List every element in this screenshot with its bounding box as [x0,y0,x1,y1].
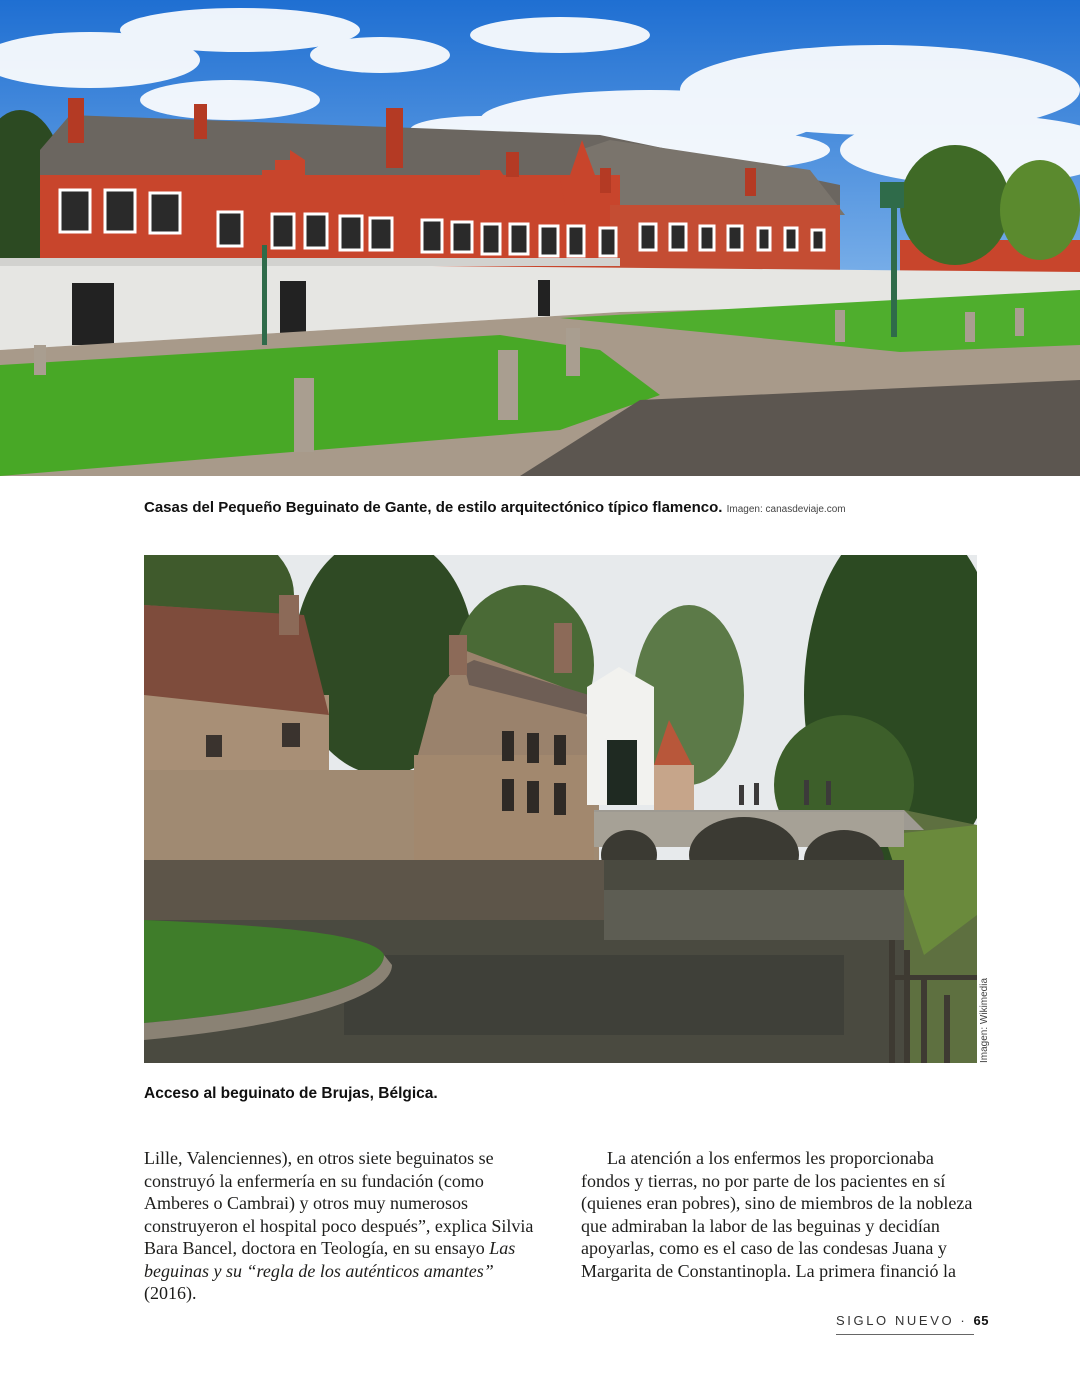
footer-separator: · [954,1313,974,1328]
book-title: Las beguinas y su “regla de los auténticos amantes” [144,1238,516,1281]
paragraph [144,1147,539,1305]
page-footer [836,1313,990,1335]
paragraph [581,1147,976,1282]
paragraph-text: La atención a los enfermos les proporcionaba fondos y tierras, no por parte de los pacientes en sí (quienes eran pobres), sino de miembros de la nobleza que admiraban la labor de las beguinas y decidían apoyarlas, como es el caso de las condesas Juana y Margarita de Constantinopla. La primera financió la [581,1148,973,1281]
bruges-beguinage-photo [144,555,977,1063]
paragraph-text: Lille, Valenciennes), en otros siete beguinatos se construyó la enfermería en su fundación (como Amberes o Cambrai) y otros muy numerosos construyeron el hospital poco después”, explica Silvia Bara Bancel, doctora en Teología, en su ensayo [144,1148,534,1258]
book-year: (2016). [144,1283,197,1303]
ghent-beguinage-illustration [0,0,1080,476]
page-number: 65 [973,1313,990,1328]
bruges-beguinage-illustration [144,555,977,1063]
body-column-right [581,1147,976,1282]
image-credit: Imagen: canasdeviaje.com [726,504,846,515]
photo-caption: Acceso al beguinato de Brujas, Bélgica. [144,1085,438,1102]
body-column-left [144,1147,539,1305]
caption-text: Casas del Pequeño Beguinato de Gante, de estilo arquitectónico típico flamenco. [144,499,723,516]
image-credit-vertical: Imagen: Wikimedia [979,977,990,1063]
photo-caption [144,499,846,516]
magazine-name: SIGLO NUEVO [836,1313,955,1328]
ghent-beguinage-photo [0,0,1080,476]
